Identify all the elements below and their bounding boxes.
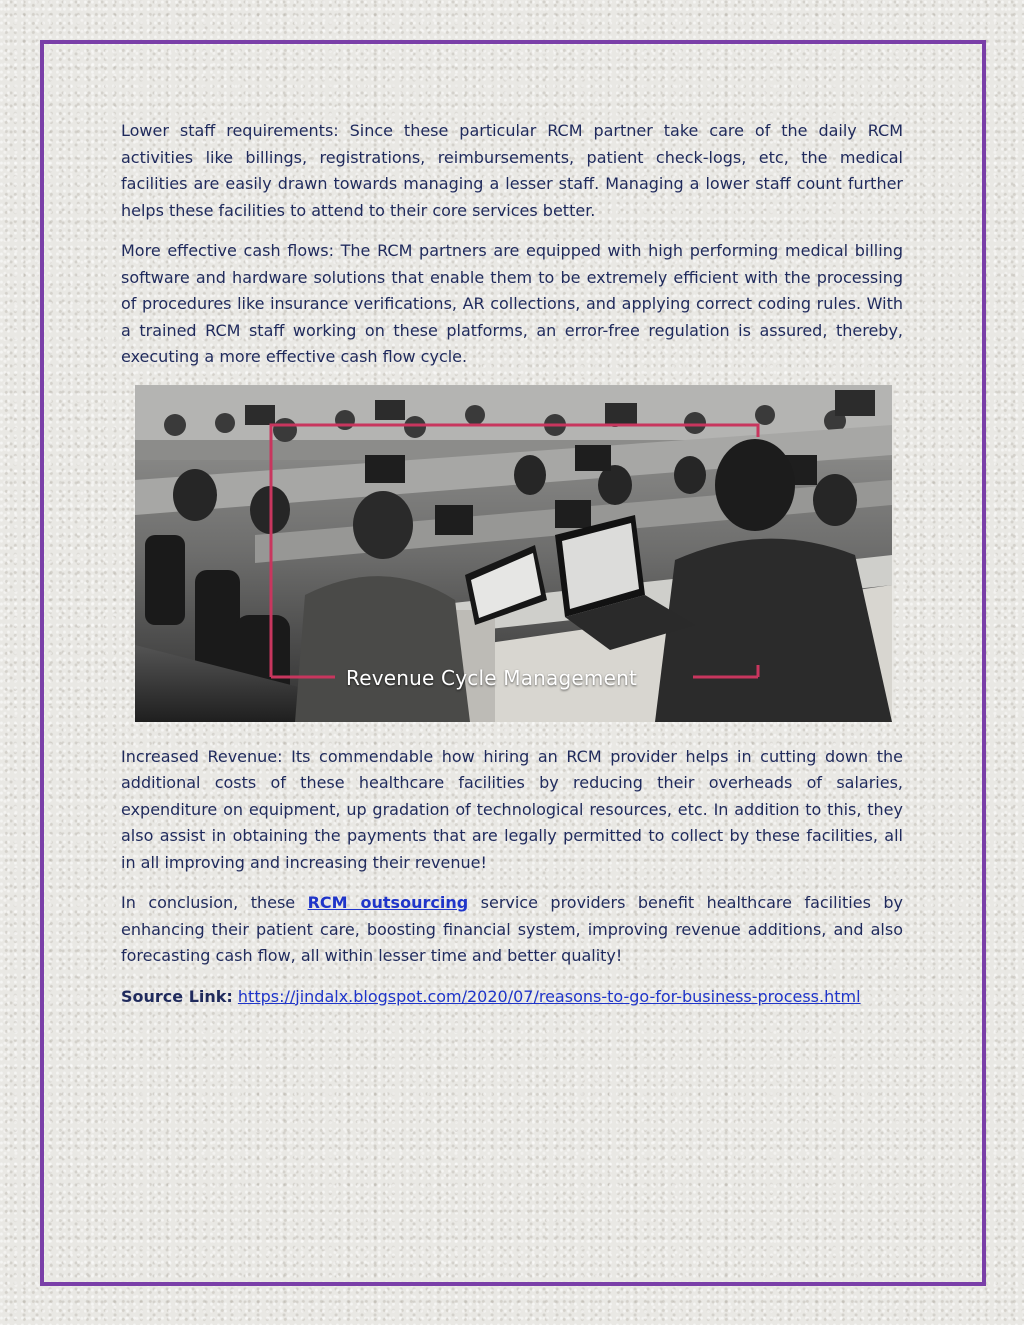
- article-body: [121, 118, 903, 1024]
- paragraph-lower-staff: Lower staff requirements: Since these particular RCM partner take care of the daily RCM activities like billings, registrations, reimbursements, patient check-logs, etc, the medical facilities are easily drawn towards managing a lesser staff. Managing a lower staff count further helps these facilities to attend to their core services better.: [121, 121, 903, 220]
- image-caption: Revenue Cycle Management: [346, 665, 638, 690]
- source-url-link[interactable]: https://jindalx.blogspot.com/2020/07/reasons-to-go-for-business-process.html: [237, 986, 861, 1006]
- office-photo: [135, 385, 892, 722]
- conclusion-text-start: In conclusion, these: [121, 893, 308, 912]
- source-line: [121, 984, 903, 1011]
- source-label: Source Link:: [121, 986, 233, 1006]
- paragraph-conclusion: [121, 890, 903, 970]
- rcm-outsourcing-link[interactable]: RCM outsourcing: [307, 893, 469, 912]
- paragraph-increased-revenue: Increased Revenue: Its commendable how hiring an RCM provider helps in cutting down the additional costs of these healthcare facilities by reducing their overheads of salaries, expenditure on equipment, up gradation of technological resources, etc. In addition to this, they also assist in obtaining the payments that are legally permitted to collect by these facilities, all in all improving and increasing their revenue!: [121, 746, 903, 872]
- paragraph-cash-flows: More effective cash flows: The RCM partners are equipped with high performing medical billing software and hardware solutions that enable them to be extremely efficient with the processing of procedures like insurance verifications, AR collections, and applying correct coding rules. With a trained RCM staff working on these platforms, an error-free regulation is assured, thereby, executing a more effective cash flow cycle.: [121, 241, 903, 366]
- conclusion-text-end: service providers benefit healthcare facilities by enhancing their patient care, boosting financial system, improving revenue additions, and also forecasting cash flow, all within lesser time and better quality!: [121, 893, 903, 965]
